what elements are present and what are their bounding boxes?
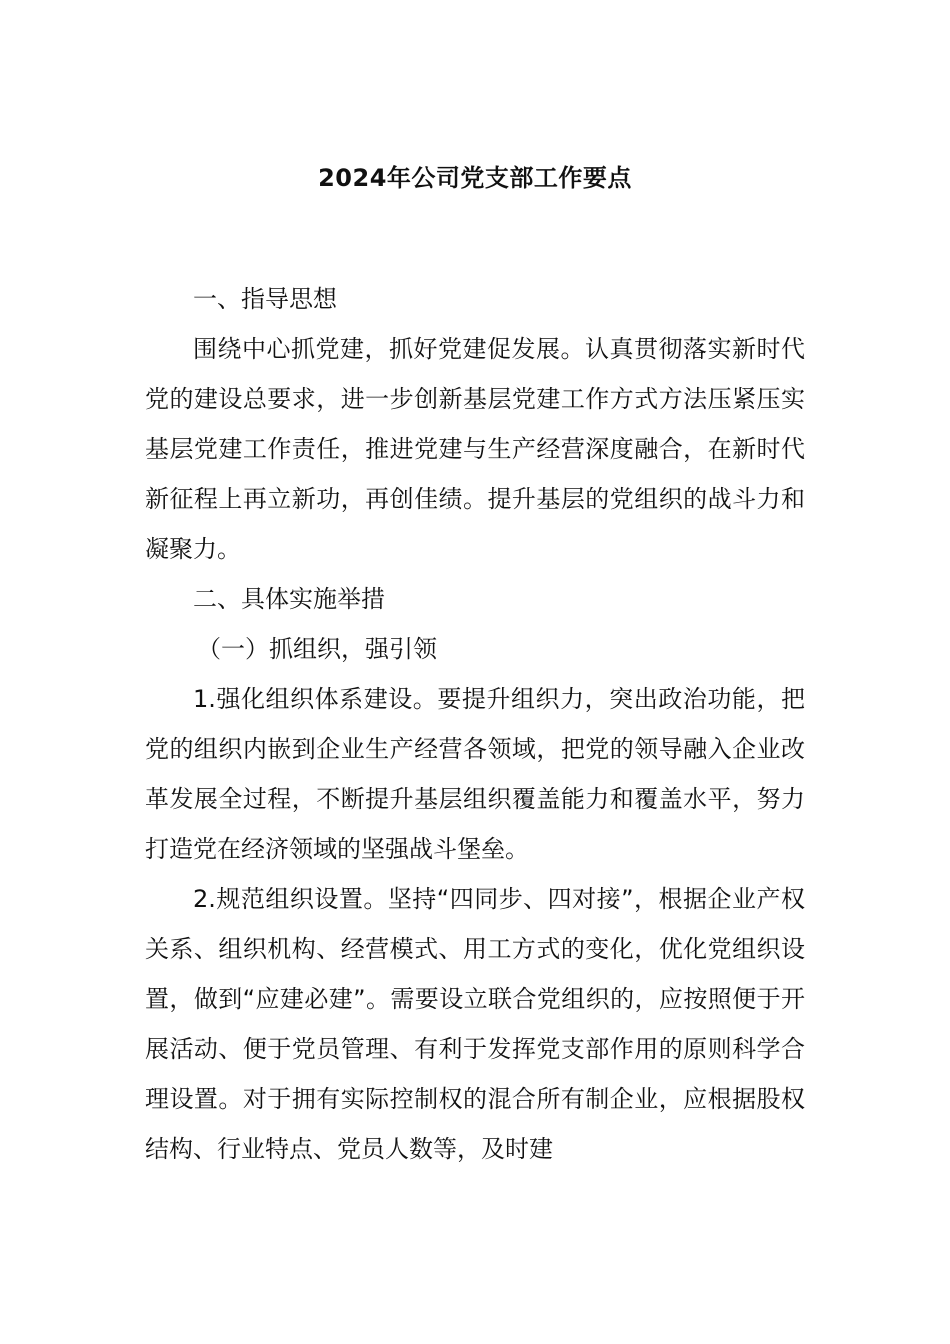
section-heading-measures: 二、具体实施举措 (193, 585, 385, 613)
paragraph-item-2: 2.规范组织设置。坚持“四同步、四对接”，根据企业产权关系、组织机构、经营模式、用工方式的变化，优化党组织设置，做到“应建必建”。需要设立联合党组织的，应按照便于开展活动、便于党员管理、有利于发挥党支部作用的原则科学合理设置。对于拥有实际控制权的混合所有制企业，应根据股权结构、行业特点、党员人数等，及时建 (145, 885, 805, 1163)
document-body (145, 274, 805, 1174)
document-title: 2024年公司党支部工作要点 (318, 164, 632, 192)
section-heading-guiding-ideology: 一、指导思想 (193, 285, 337, 313)
subsection-heading-organization: （一）抓组织，强引领 (197, 635, 437, 663)
paragraph-item-1: 1.强化组织体系建设。要提升组织力，突出政治功能，把党的组织内嵌到企业生产经营各领域，把党的领导融入企业改革发展全过程，不断提升基层组织覆盖能力和覆盖水平，努力打造党在经济领域的坚强战斗堡垒。 (145, 685, 805, 863)
paragraph-guiding-ideology: 围绕中心抓党建，抓好党建促发展。认真贯彻落实新时代党的建设总要求，进一步创新基层党建工作方式方法压紧压实基层党建工作责任，推进党建与生产经营深度融合，在新时代新征程上再立新功，再创佳绩。提升基层的党组织的战斗力和凝聚力。 (145, 335, 805, 563)
